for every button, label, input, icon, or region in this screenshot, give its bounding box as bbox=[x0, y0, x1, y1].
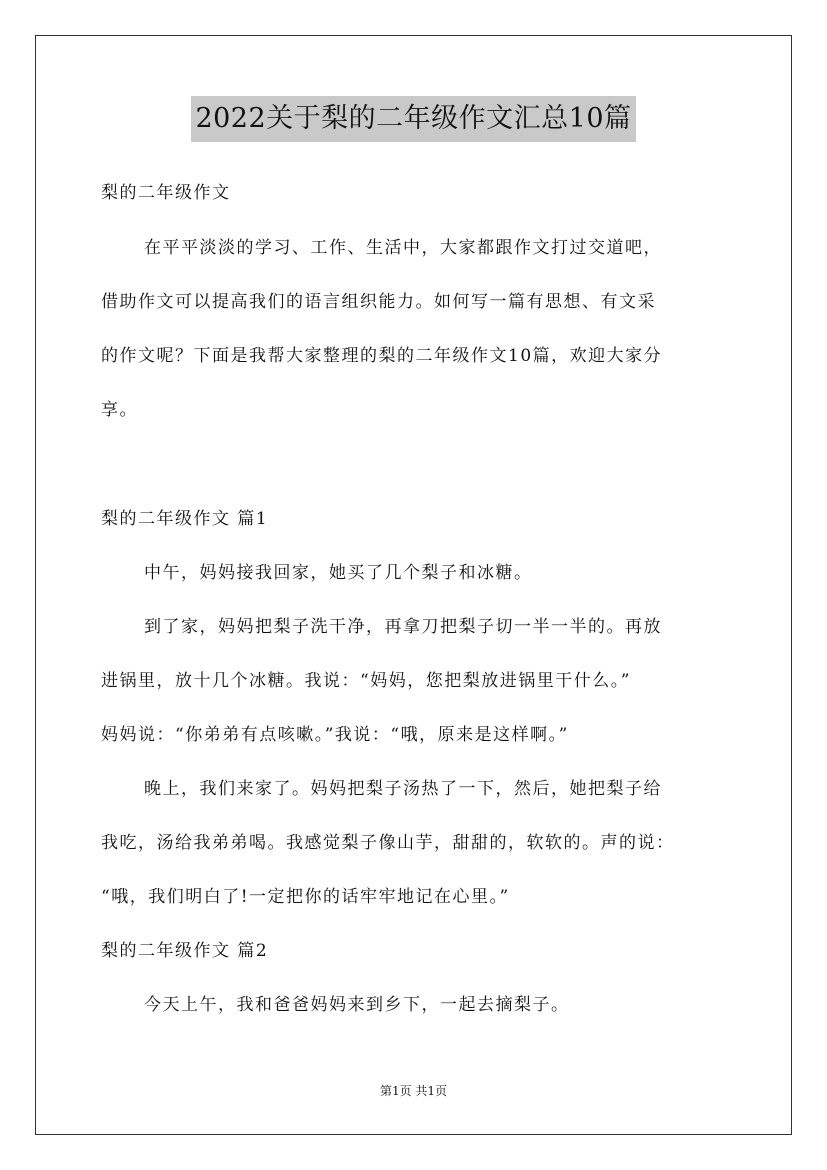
page-footer: 第1页 共1页 bbox=[379, 1084, 448, 1098]
section1-line: “哦，我们明白了!一定把你的话牢牢地记在心里。” bbox=[101, 887, 510, 907]
section1-line: 进锅里，放十几个冰糖。我说：“妈妈，您把梨放进锅里干什么。” bbox=[101, 671, 631, 691]
intro-heading: 梨的二年级作文 bbox=[101, 183, 231, 203]
section1-line: 我吃，汤给我弟弟喝。我感觉梨子像山芋，甜甜的，软软的。声的说： bbox=[101, 833, 675, 853]
section2-heading: 梨的二年级作文 篇2 bbox=[101, 941, 269, 961]
title-wrap bbox=[0, 96, 827, 142]
intro-line: 享。 bbox=[101, 400, 138, 420]
intro-line: 的作文呢？下面是我帮大家整理的梨的二年级作文10篇，欢迎大家分 bbox=[101, 346, 663, 366]
intro-line: 在平平淡淡的学习、工作、生活中，大家都跟作文打过交道吧， bbox=[144, 238, 662, 258]
section1-line: 到了家，妈妈把梨子洗干净，再拿刀把梨子切一半一半的。再放 bbox=[144, 617, 662, 637]
intro-line: 借助作文可以提高我们的语言组织能力。如何写一篇有思想、有文采 bbox=[101, 292, 656, 312]
section1-line: 晚上，我们来家了。妈妈把梨子汤热了一下，然后，她把梨子给 bbox=[144, 779, 662, 799]
section1-line: 妈妈说：“你弟弟有点咳嗽。”我说：“哦，原来是这样啊。” bbox=[101, 725, 569, 745]
section1-heading: 梨的二年级作文 篇1 bbox=[101, 509, 269, 529]
section2-line: 今天上午，我和爸爸妈妈来到乡下，一起去摘梨子。 bbox=[144, 995, 570, 1015]
document-title: 2022关于梨的二年级作文汇总10篇 bbox=[191, 96, 635, 142]
section1-line: 中午，妈妈接我回家，她买了几个梨子和冰糖。 bbox=[144, 563, 533, 583]
